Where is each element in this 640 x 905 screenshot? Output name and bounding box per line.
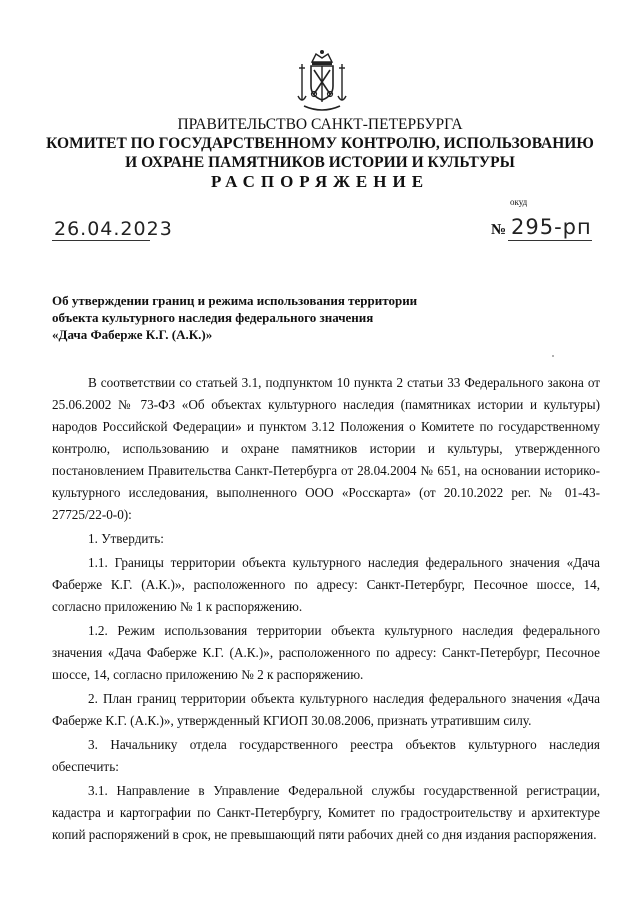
clause-2: 2. План границ территории объекта культурного наследия федерального значения «Дача Фаберже К.Г. (А.К.)», утвержденный КГИОП 30.08.2006, признать утратившим силу. [52, 691, 600, 728]
number-prefix: № [491, 222, 507, 238]
government-title: ПРАВИТЕЛЬСТВО САНКТ-ПЕТЕРБУРГА [177, 116, 463, 133]
committee-title-line-1: КОМИТЕТ ПО ГОСУДАРСТВЕННОМУ КОНТРОЛЮ, ИСПОЛЬЗОВАНИЮ [46, 135, 594, 152]
number-underline [508, 240, 592, 241]
committee-title-line-2: И ОХРАНЕ ПАМЯТНИКОВ ИСТОРИИ И КУЛЬТУРЫ [125, 154, 515, 171]
okud-label: окуд [510, 197, 528, 207]
document-body [52, 372, 600, 846]
clause-1-1: 1.1. Границы территории объекта культурного наследия федерального значения «Дача Фаберже К.Г. (А.К.)», расположенного по адресу: Санкт-Петербург, Песочное шоссе, 14, согласно приложению № 1 к распоряжению. [52, 555, 600, 614]
clause-1: 1. Утвердить: [88, 531, 164, 546]
document-type: РАСПОРЯЖЕНИЕ [210, 172, 430, 191]
scan-speck [552, 355, 554, 357]
coat-of-arms-icon [296, 48, 348, 114]
preamble-paragraph: В соответствии со статьей 3.1, подпунктом 10 пункта 2 статьи 33 Федерального закона от 25.06.2002 № 73-ФЗ «Об объектах культурного наследия (памятниках истории и культуры) народов Российской Федерации» и пунктом 3.12 Положения о Комитете по государственному контролю, использованию и охране памятников истории и культуры, утвержденного постановлением Правительства Санкт-Петербурга от 28.04.2004 № 651, на основании историко-культурного исследования, выполненного ООО «Росскарта» (от 20.10.2022 рег. № 01-43-27725/22-0-0): [52, 375, 600, 522]
subject-line-2: объекта культурного наследия федерального значения [52, 310, 374, 325]
clause-1-2: 1.2. Режим использования территории объекта культурного наследия федерального значения «Дача Фаберже К.Г. (А.К.)», расположенного по адресу: Санкт-Петербург, Песочное шоссе, 14, согласно приложению № 2 к распоряжению. [52, 623, 600, 682]
subject-line-1: Об утверждении границ и режима использования территории [52, 293, 418, 308]
document-number: 295-рп [511, 215, 592, 239]
date-underline [52, 240, 150, 241]
committee-title [0, 134, 640, 172]
document-date: 26.04.2023 [54, 218, 173, 240]
clause-3: 3. Начальнику отдела государственного реестра объектов культурного наследия обеспечить: [52, 737, 600, 774]
document-subject [52, 292, 472, 343]
subject-line-3: «Дача Фаберже К.Г. (А.К.)» [52, 327, 213, 342]
clause-3-1: 3.1. Направление в Управление Федеральной службы государственной регистрации, кадастра и картографии по Санкт-Петербургу, Комитет по градостроительству и архитектуре копий распоряжений в срок, не превышающий пяти рабочих дней со дня издания распоряжения. [52, 783, 600, 842]
